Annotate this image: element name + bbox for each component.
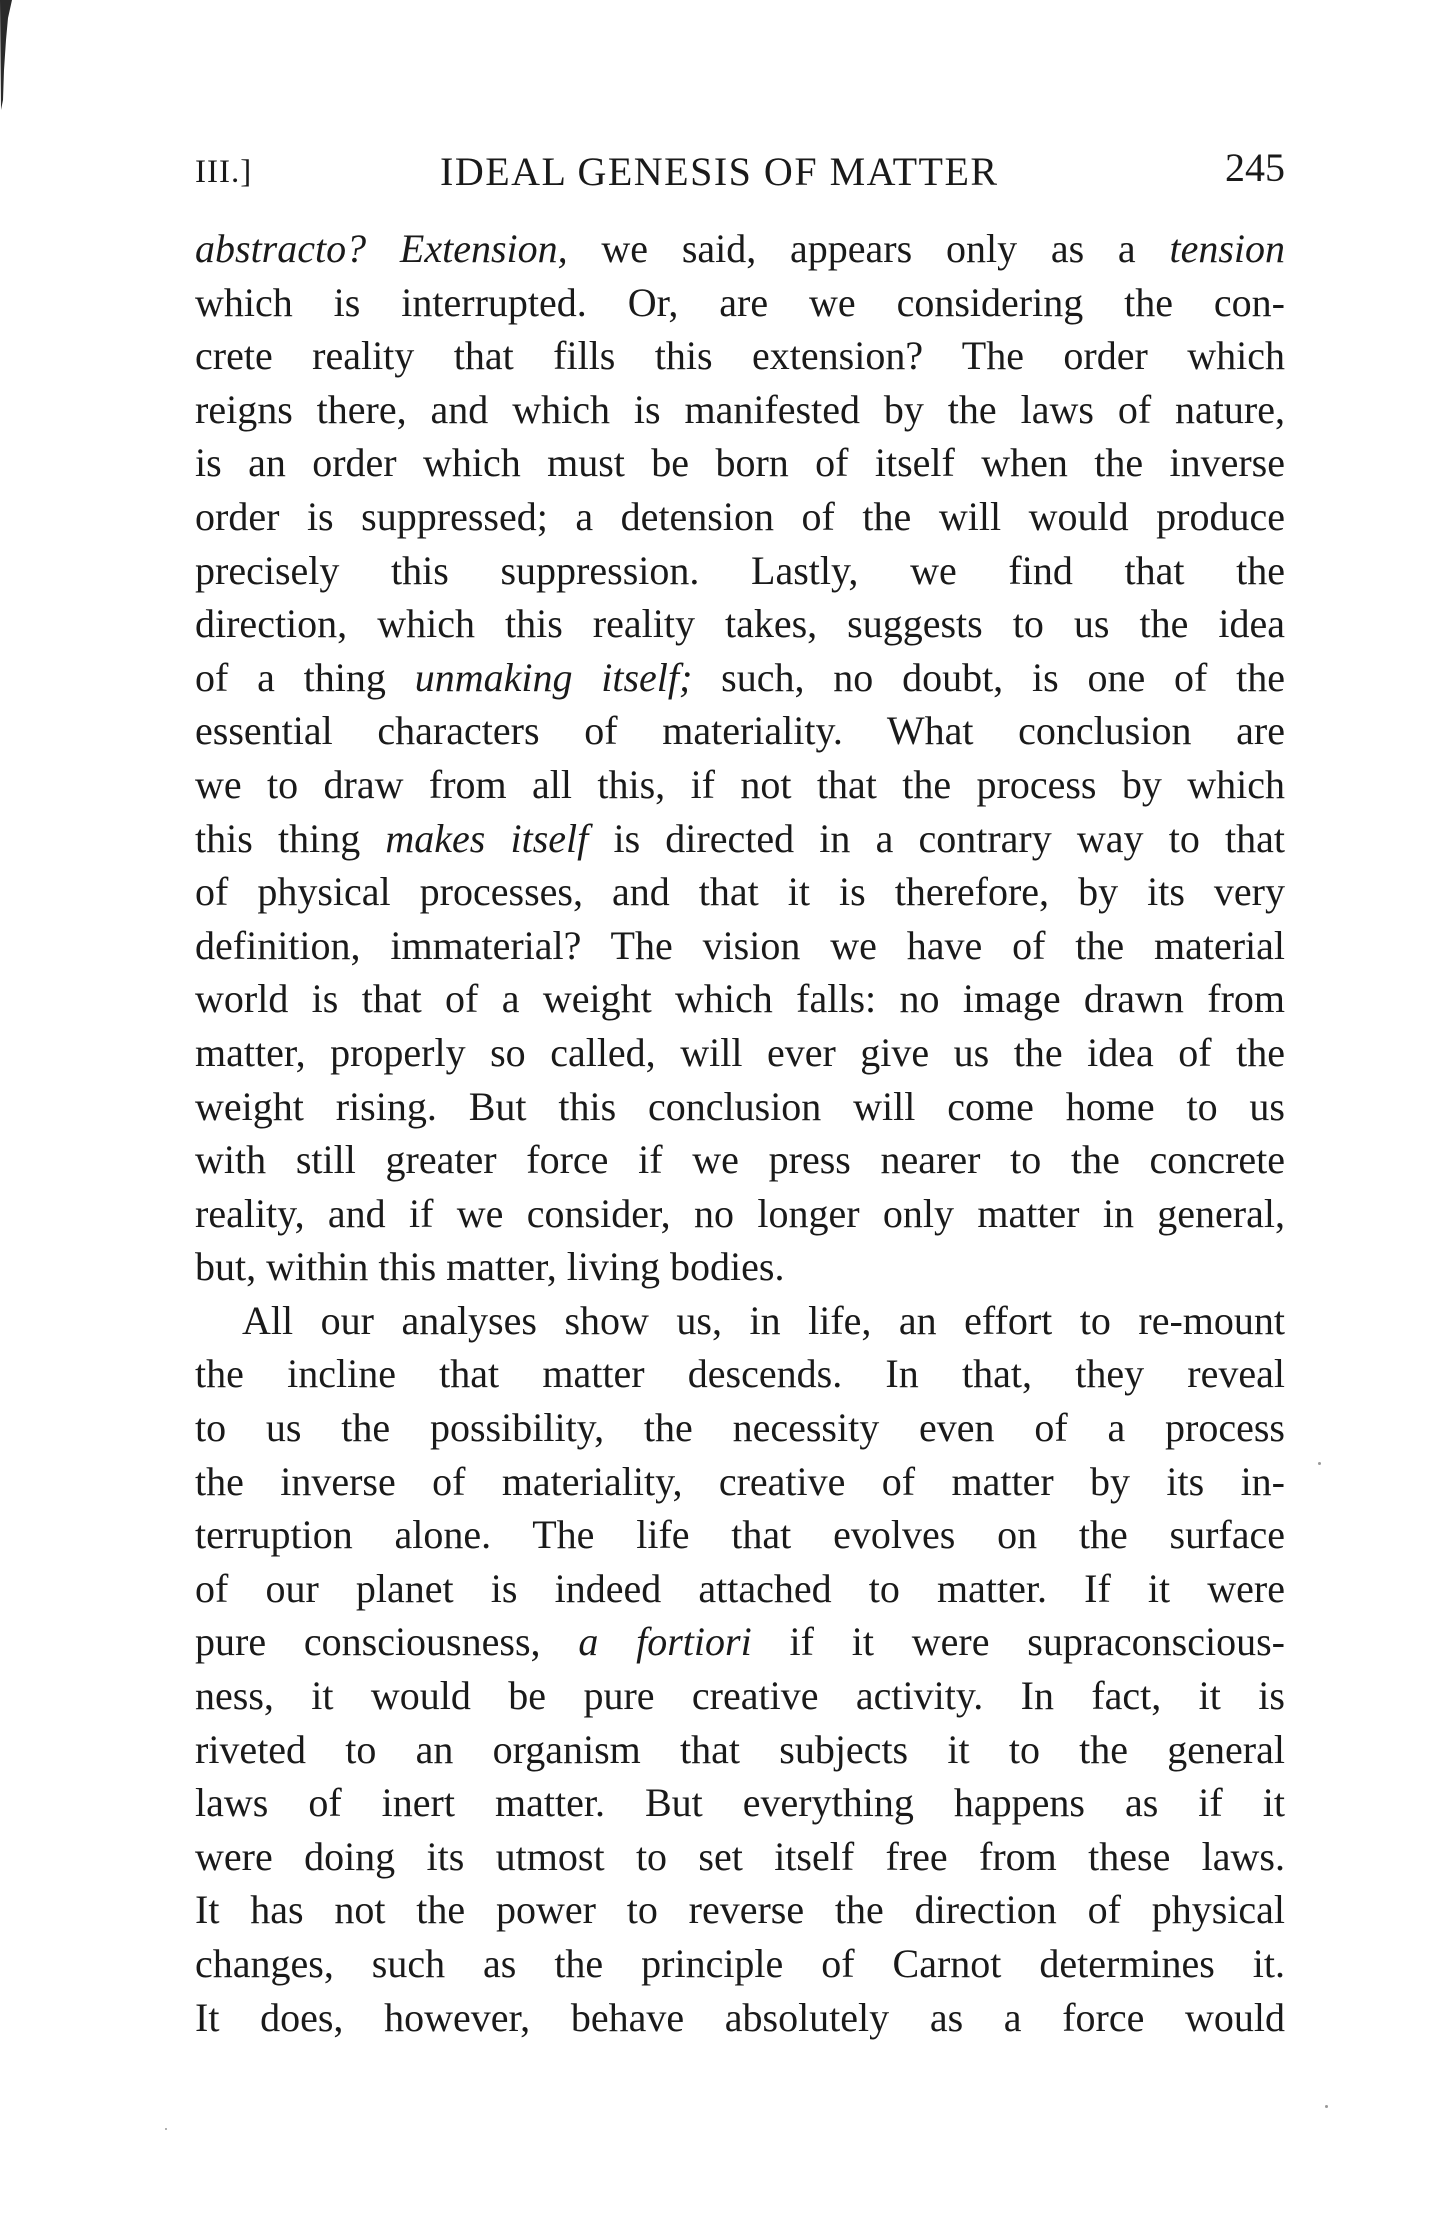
text-run: but, within this matter, living bodies. [195, 1244, 785, 1290]
text-line [195, 436, 1285, 490]
text-line [195, 597, 1285, 651]
text-run: definition, immaterial? The vision we have of the material [195, 922, 1285, 968]
text-run: laws of inert matter. But everything happens as if it [195, 1780, 1285, 1826]
text-line [195, 651, 1285, 705]
text-line [195, 490, 1285, 544]
text-run: reality, and if we consider, no longer only matter in general, [195, 1190, 1285, 1236]
text-run: essential characters of materiality. What conclusion are [195, 708, 1285, 754]
text-run: world is that of a weight which falls: no image drawn from [195, 976, 1285, 1022]
text-line [195, 1026, 1285, 1080]
text-run: crete reality that fills this extension? The order which [195, 333, 1285, 379]
text-run: we said, appears only as a [567, 226, 1170, 271]
text-run: of our planet is indeed attached to matter. If it were [195, 1565, 1285, 1611]
scan-speck [165, 2128, 167, 2130]
text-run: such, no doubt, is one of the [692, 654, 1285, 700]
text-line [195, 1830, 1285, 1884]
italic-text: a fortiori [578, 1619, 752, 1665]
text-run: direction, which this reality takes, suggests to us the idea [195, 601, 1285, 647]
text-line [195, 972, 1285, 1026]
text-line [195, 1615, 1285, 1669]
text-run: weight rising. But this conclusion will come home to us [195, 1083, 1285, 1129]
text-run: is an order which must be born of itself when the inverse [195, 440, 1285, 486]
text-run: this thing [195, 815, 386, 861]
text-run [366, 226, 400, 271]
text-run: precisely this suppression. Lastly, we find that the [195, 547, 1285, 593]
text-line [195, 1669, 1285, 1723]
italic-text: unmaking itself; [414, 654, 693, 700]
text-run: with still greater force if we press nearer to the concrete [195, 1137, 1285, 1183]
text-line [195, 1776, 1285, 1830]
text-run: It has not the power to reverse the direction of physical [195, 1887, 1285, 1933]
text-line [195, 1080, 1285, 1134]
text-run: the incline that matter descends. In that, they reveal [195, 1351, 1285, 1397]
text-run: which is interrupted. Or, are we considering the con- [195, 279, 1285, 325]
page-edge-mark [0, 0, 14, 110]
scan-speck [1318, 1462, 1321, 1465]
text-line [195, 1401, 1285, 1455]
text-line [195, 329, 1285, 383]
text-run: matter, properly so called, will ever give us the idea of the [195, 1029, 1285, 1075]
text-line [195, 1723, 1285, 1777]
text-line [195, 1562, 1285, 1616]
text-line [195, 276, 1285, 330]
scan-speck [1325, 2105, 1328, 2108]
text-line [195, 1883, 1285, 1937]
text-run: is directed in a contrary way to that [588, 815, 1285, 861]
paragraph [195, 222, 1285, 1294]
italic-text: tension [1169, 226, 1285, 271]
body-text [195, 222, 1285, 2044]
text-run: ness, it would be pure creative activity. In fact, it is [195, 1673, 1285, 1719]
text-run: pure consciousness, [195, 1619, 579, 1665]
text-line [195, 1991, 1285, 2045]
italic-text: abstracto? [195, 226, 367, 271]
text-run: of a thing [195, 654, 415, 700]
text-run: It does, however, behave absolutely as a force would [195, 1994, 1285, 2040]
paragraph [195, 1294, 1285, 2044]
text-run: reigns there, and which is manifested by the laws of nature, [195, 386, 1285, 432]
text-run: we to draw from all this, if not that the process by which [195, 761, 1285, 807]
italic-text: makes itself [385, 815, 589, 861]
text-line [195, 758, 1285, 812]
text-line [195, 1455, 1285, 1509]
text-line [195, 1508, 1285, 1562]
text-run: were doing its utmost to set itself free from these laws. [195, 1833, 1285, 1879]
text-run: if it were supraconscious- [751, 1619, 1285, 1665]
text-run: changes, such as the principle of Carnot determines it. [195, 1941, 1285, 1986]
text-run: order is suppressed; a detension of the will would produce [195, 493, 1285, 539]
text-line [195, 544, 1285, 598]
text-line [195, 222, 1285, 276]
text-line [195, 812, 1285, 866]
running-title: IDEAL GENESIS OF MATTER [440, 149, 999, 194]
chapter-marker: III.] [195, 154, 253, 190]
italic-text: Extension, [399, 226, 568, 271]
text-line [195, 919, 1285, 973]
text-line [195, 1187, 1285, 1241]
text-run: of physical processes, and that it is therefore, by its very [195, 869, 1285, 915]
text-line [195, 383, 1285, 437]
text-line [195, 1294, 1285, 1348]
text-run: to us the possibility, the necessity even of a process [195, 1405, 1285, 1451]
text-line [195, 1347, 1285, 1401]
text-line [195, 1133, 1285, 1187]
text-line [195, 704, 1285, 758]
running-header [195, 140, 1285, 200]
page-number: 245 [1225, 145, 1285, 190]
text-run: terruption alone. The life that evolves on the surface [195, 1512, 1285, 1558]
text-line [195, 1240, 1285, 1294]
text-line [195, 865, 1285, 919]
text-run: All our analyses show us, in life, an effort to re-mount [242, 1297, 1285, 1343]
text-line [195, 1937, 1285, 1991]
text-run: riveted to an organism that subjects it to the general [195, 1726, 1285, 1772]
text-run: the inverse of materiality, creative of matter by its in- [195, 1458, 1285, 1504]
